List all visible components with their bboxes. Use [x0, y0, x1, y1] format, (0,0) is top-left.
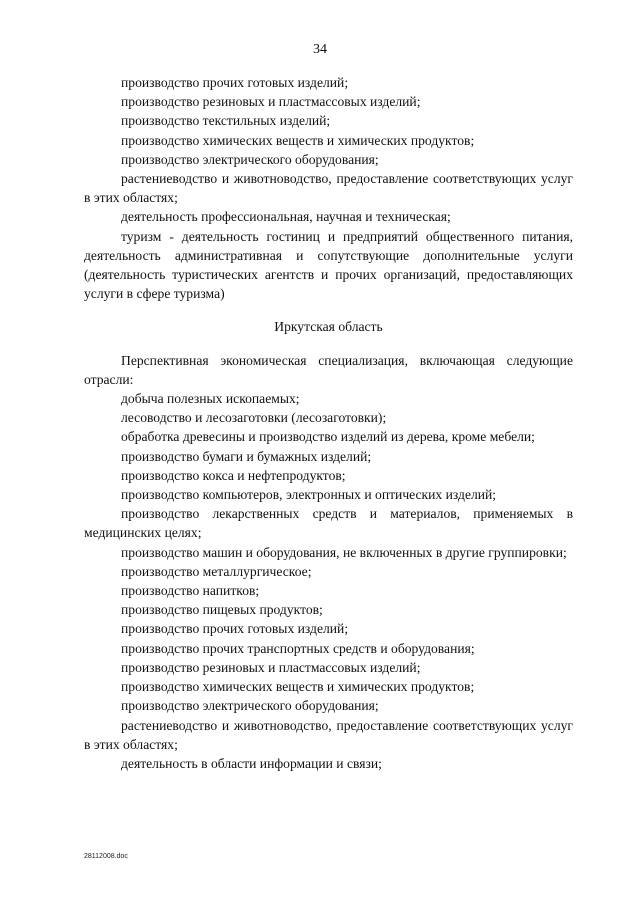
list-item: производство резиновых и пластмассовых изделий; [121, 94, 421, 110]
list-item: производство химических веществ и химических продуктов; [121, 132, 475, 148]
list-item: производство пищевых продуктов; [121, 602, 323, 618]
list-item: растениеводство и животноводство, предоставление соответствующих услуг в этих областях; [84, 717, 573, 752]
document-body [84, 73, 573, 773]
list-item: производство компьютеров, электронных и оптических изделий; [121, 487, 497, 503]
list-item: деятельность профессиональная, научная и техническая; [121, 209, 451, 225]
list-item: производство металлургическое; [121, 563, 312, 579]
list-item: растениеводство и животноводство, предоставление соответствующих услуг в этих областях; [84, 171, 573, 206]
list-item: производство напитков; [121, 583, 260, 599]
list-item: производство лекарственных средств и материалов, применяемых в медицинских целях; [84, 506, 573, 541]
file-name-footer: 28112008.doc [84, 853, 128, 860]
list-item: производство прочих готовых изделий; [121, 621, 349, 637]
list-item: добыча полезных ископаемых; [121, 391, 300, 407]
list-item: производство прочих транспортных средств и оборудования; [121, 640, 475, 656]
page-number: 34 [313, 42, 327, 57]
list-item: производство кокса и нефтепродуктов; [121, 467, 346, 483]
list-item: туризм - деятельность гостиниц и предприятий общественного питания, деятельность административная и сопутствующие дополнительные услуги (деятельность туристических агентств и прочих организаций, предоставляющих услуги в сфере туризма) [84, 228, 573, 302]
list-item: обработка древесины и производство изделий из дерева, кроме мебели; [121, 429, 535, 445]
list-item: производство резиновых и пластмассовых изделий; [121, 659, 421, 675]
region-heading: Иркутская область [274, 319, 383, 335]
list-item: производство машин и оборудования, не включенных в другие группировки; [121, 544, 567, 560]
intro-paragraph: Перспективная экономическая специализация, включающая следующие отрасли: [84, 352, 573, 387]
list-item: деятельность в области информации и связи; [121, 755, 382, 771]
list-item: производство электрического оборудования; [121, 151, 379, 167]
list-item: производство электрического оборудования; [121, 698, 379, 714]
list-item: производство бумаги и бумажных изделий; [121, 448, 372, 464]
list-item: производство текстильных изделий; [121, 113, 331, 129]
list-item: лесоводство и лесозаготовки (лесозаготовки); [121, 410, 387, 426]
list-item: производство химических веществ и химических продуктов; [121, 679, 475, 695]
list-item: производство прочих готовых изделий; [121, 75, 349, 90]
